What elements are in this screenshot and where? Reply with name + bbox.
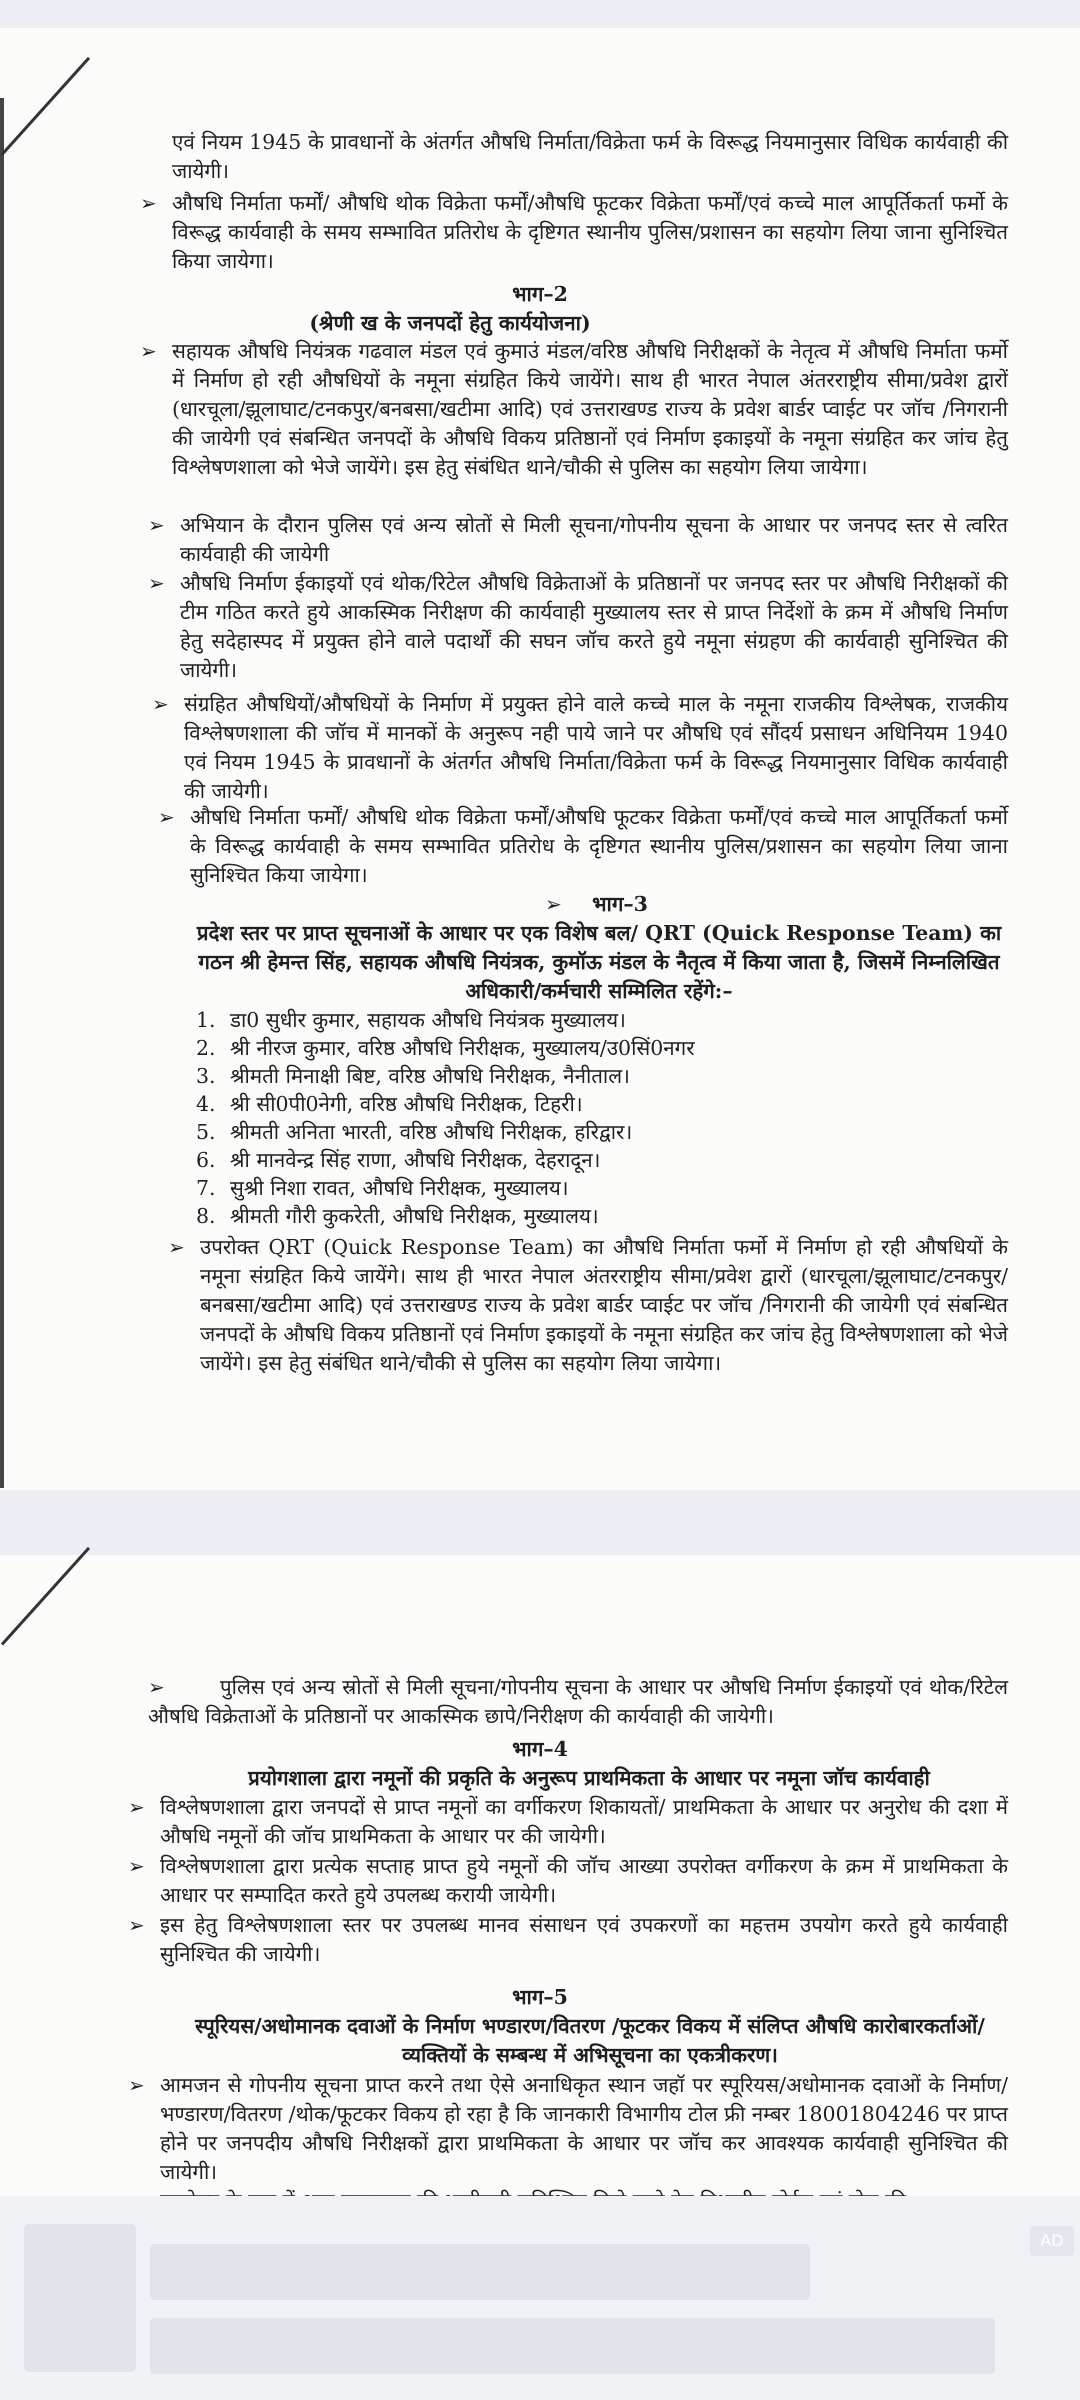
intro-paragraph: पुलिस एवं अन्य स्रोतों से मिली सूचना/गोपनीय सूचना के आधार पर औषधि निर्माण ईकाइयों एवं थोक/रिटेल औषधि विक्रेताओं के प्रतिष्ठानों पर आकस्मिक छापे/निरीक्षण की कार्यवाही की जायेगी। [148,1675,1008,1728]
bullet-arrow-icon: ➢ [140,191,157,215]
bullet-arrow-icon: ➢ [152,692,169,716]
ad-badge: AD [1030,2226,1074,2256]
qrt-member: 3. श्रीमती मिनाक्षी बिष्ट, वरिष्ठ औषधि निरीक्षक, नैनीताल। [196,1064,630,1088]
scan-fold-mark [1,1547,90,1646]
qrt-member: 4. श्री सी0पी0नेगी, वरिष्ठ औषधि निरीक्षक, टिहरी। [196,1092,583,1116]
bullet-arrow-icon: ➢ [128,1854,145,1878]
bullet-arrow-icon: ➢ [140,339,157,363]
part4-bullet: विश्लेषणशाला द्वारा जनपदों से प्राप्त नमूनों का वर्गीकरण शिकायतों/ प्राथमिकता के आधार पर अनुरोध की दशा में औषधि नमूनों की जॉच प्राथमिकता के आधार पर की जायेगी। [160,1795,1008,1848]
part2-bullet: औषधि निर्माण ईकाइयों एवं थोक/रिटेल औषधि विक्रेताओं के प्रतिष्ठानों पर जनपद स्तर पर औषधि निरीक्षकों की टीम गठित करते हुये आकस्मिक निरीक्षण की कार्यवाही मुख्यालय स्तर से प्राप्त निर्देशों के क्रम में औषधि निर्माण हेतु सदेहास्पद में प्रयुक्त होने वाले पदार्थों की सघन जॉच करते हुये नमूना संग्रहण की कार्यवाही सुनिश्चित की जायेगी। [180,571,1008,682]
scan-fold-mark [1,57,90,156]
scanned-page-2 [0,1555,1080,2200]
ad-text-placeholder[interactable] [150,2318,995,2374]
qrt-member: 2. श्री नीरज कुमार, वरिष्ठ औषधि निरीक्षक, मुख्यालय/उ0सिं0नगर [196,1036,695,1060]
scanned-page-1 [0,28,1080,1490]
bullet-arrow-icon: ➢ [168,1235,185,1259]
part2-title: भाग–2 [512,282,568,306]
bullet-arrow-icon: ➢ [148,1675,165,1699]
part4-subtitle: प्रयोगशाला द्वारा नमूनों की प्रकृति के अनुरूप प्राथमिकता के आधार पर नमूना जॉच कार्यवाही [248,1766,930,1790]
bullet-arrow-icon: ➢ [128,1913,145,1937]
top-bar [0,0,1080,28]
bullet-arrow-icon: ➢ [128,1795,145,1819]
qrt-member: 5. श्रीमती अनिता भारती, वरिष्ठ औषधि निरीक्षक, हरिद्वार। [196,1120,633,1144]
bullet-arrow-icon: ➢ [545,892,562,916]
ad-title-placeholder[interactable] [150,2244,810,2300]
part3-title: भाग–3 [592,892,648,916]
part2-subtitle: (श्रेणी ख के जनपदों हेतु कार्ययोजना) [309,311,591,335]
part3-intro: प्रदेश स्तर पर प्राप्त सूचनाओं के आधार पर एक विशेष बल/ QRT (Quick Response Team) का गठन श्री हेमन्त सिंह, सहायक औषधि नियंत्रक, कुमॉऊ मंडल के नैतृत्व में किया जाता है, जिसमें निम्नलिखित अधिकारी/कर्मचारी सम्मिलित रहेंगे:– [196,921,1002,1003]
qrt-member: 7. सुश्री निशा रावत, औषधि निरीक्षक, मुख्यालय। [196,1176,569,1200]
bullet-arrow-icon: ➢ [128,2073,145,2097]
bullet-arrow-icon: ➢ [158,805,175,829]
police-support-bullet: औषधि निर्माता फर्मों/ औषधि थोक विक्रेता फर्मों/औषधि फूटकर विक्रेता फर्मों/एवं कच्चे माल आपूर्तिकर्ता फर्मो के विरूद्ध कार्यवाही के समय सम्भावित प्रतिरोध के दृष्टिगत स्थानीय पुलिस/प्रशासन का सहयोग लिया जाना सुनिश्चित किया जायेगा। [172,191,1008,273]
part4-title: भाग–4 [512,1737,568,1761]
part2-bullet: सहायक औषधि नियंत्रक गढवाल मंडल एवं कुमाउं मंडल/वरिष्ठ औषधि निरीक्षकों के नेतृत्व में औषधि निर्माता फर्मो में निर्माण हो रही औषधियों के नमूना संग्रहित किये जायेंगे। साथ ही भारत नेपाल अंतरराष्ट्रीय सीमा/प्रवेश द्वारों (धारचूला/झूलाघाट/टनकपुर/बनबसा/खटीमा आदि) एवं उत्तराखण्ड राज्य के प्रवेश बार्डर प्वाईट पर जॉच /निगरानी की जायेगी एवं संबन्धित जनपदों के औषधि विकय प्रतिष्ठानों एवं निर्माण इकाइयों के नमूना संग्रहित कर जांच हेतु विश्लेषणशाला को भेजे जायेंगे। इस हेतु संबंधित थाने/चौकी से पुलिस का सहयोग लिया जायेगा। [172,339,1008,479]
ad-image-placeholder[interactable] [24,2224,136,2372]
part2-bullet: संग्रहित औषधियों/औषधियों के निर्माण में प्रयुक्त होने वाले कच्चे माल के नमूना राजकीय विश्लेषक, राजकीय विश्लेषणशाला की जॉच में मानकों के अनुरूप नही पाये जाने पर औषधि एवं सौंदर्य प्रसाधन अधिनियम 1940 एवं नियम 1945 के प्रावधानों के अंतर्गत औषधि निर्माता/विक्रेता फर्म के विरूद्ध नियमानुसार विधिक कार्यवाही की जायेगी। [184,692,1008,803]
part5-bullet: आमजन से गोपनीय सूचना प्राप्त करने तथा ऐसे अनाधिकृत स्थान जहॉ पर स्पूरियस/अधोमानक दवाओं के निर्माण/भण्डारण/वितरण /थोक/फूटकर विकय हो रहा है कि जानकारी विभागीय टोल फ्री नम्बर 18001804246 पर प्राप्त होने पर जनपदीय औषधि निरीक्षकों द्वारा प्राथमिकता के आधार पर जॉच कर आवश्यक कार्यवाही सुनिश्चित की जायेगी। [160,2073,1008,2184]
bullet-arrow-icon: ➢ [148,513,165,537]
part5-title: भाग–5 [512,1985,568,2009]
part4-bullet: इस हेतु विश्लेषणशाला स्तर पर उपलब्ध मानव संसाधन एवं उपकरणों का महत्तम उपयोग करते हुये कार्यवाही सुनिश्चित की जायेगी। [160,1913,1008,1966]
qrt-bullet: उपरोक्त QRT (Quick Response Team) का औषधि निर्माता फर्मो में निर्माण हो रही औषधियों के नमूना संग्रहित किये जायेंगे। साथ ही भारत नेपाल अंतरराष्ट्रीय सीमा/प्रवेश द्वारों (धारचूला/झूलाघाट/टनकपुर/बनबसा/खटीमा आदि) एवं उत्तराखण्ड राज्य के प्रवेश बार्डर प्वाईट पर जॉच /निगरानी की जायेगी एवं संबन्धित जनपदों के औषधि विकय प्रतिष्ठानों एवं निर्माण इकाइयों के नमूना संग्रहित कर जांच हेतु विश्लेषणशाला को भेजे जायेंगे। इस हेतु संबंधित थाने/चौकी से पुलिस का सहयोग लिया जायेगा। [200,1235,1008,1375]
qrt-member: 1. डा0 सुधीर कुमार, सहायक औषधि नियंत्रक मुख्यालय। [196,1008,626,1032]
part4-bullet: विश्लेषणशाला द्वारा प्रत्येक सप्ताह प्राप्त हुये नमूनों की जॉच आख्या उपरोक्त वर्गीकरण के क्रम में प्राथमिकता के आधार पर सम्पादित करते हुये उपलब्ध करायी जायेगी। [160,1854,1008,1907]
qrt-member: 8. श्रीमती गौरी कुकरेती, औषधि निरीक्षक, मुख्यालय। [196,1204,599,1228]
part5-subtitle: स्पूरियस/अधोमानक दवाओं के निर्माण भण्डारण/वितरण /फूटकर विकय में संलिप्त औषधि कारोबारकर्ताओं/व्यक्तियों के सम्बन्ध में अभिसूचना का एकत्रीकरण। [195,2014,985,2067]
qrt-member: 6. श्री मानवेन्द्र सिंह राणा, औषधि निरीक्षक, देहरादून। [196,1148,601,1172]
intro-paragraph: एवं नियम 1945 के प्रावधानों के अंतर्गत औषधि निर्माता/विक्रेता फर्म के विरूद्ध नियमानुसार विधिक कार्यवाही की जायेगी। [172,130,1008,183]
bullet-arrow-icon: ➢ [148,571,165,595]
part2-bullet: अभियान के दौरान पुलिस एवं अन्य स्रोतों से मिली सूचना/गोपनीय सूचना के आधार पर जनपद स्तर से त्वरित कार्यवाही की जायेगी [180,513,1008,566]
part2-bullet: औषधि निर्माता फर्मों/ औषधि थोक विक्रेता फर्मों/औषधि फूटकर विक्रेता फर्मों/एवं कच्चे माल आपूर्तिकर्ता फर्मो के विरूद्ध कार्यवाही के समय सम्भावित प्रतिरोध के दृष्टिगत स्थानीय पुलिस/प्रशासन का सहयोग लिया जाना सुनिश्चित किया जायेगा। [190,805,1008,887]
